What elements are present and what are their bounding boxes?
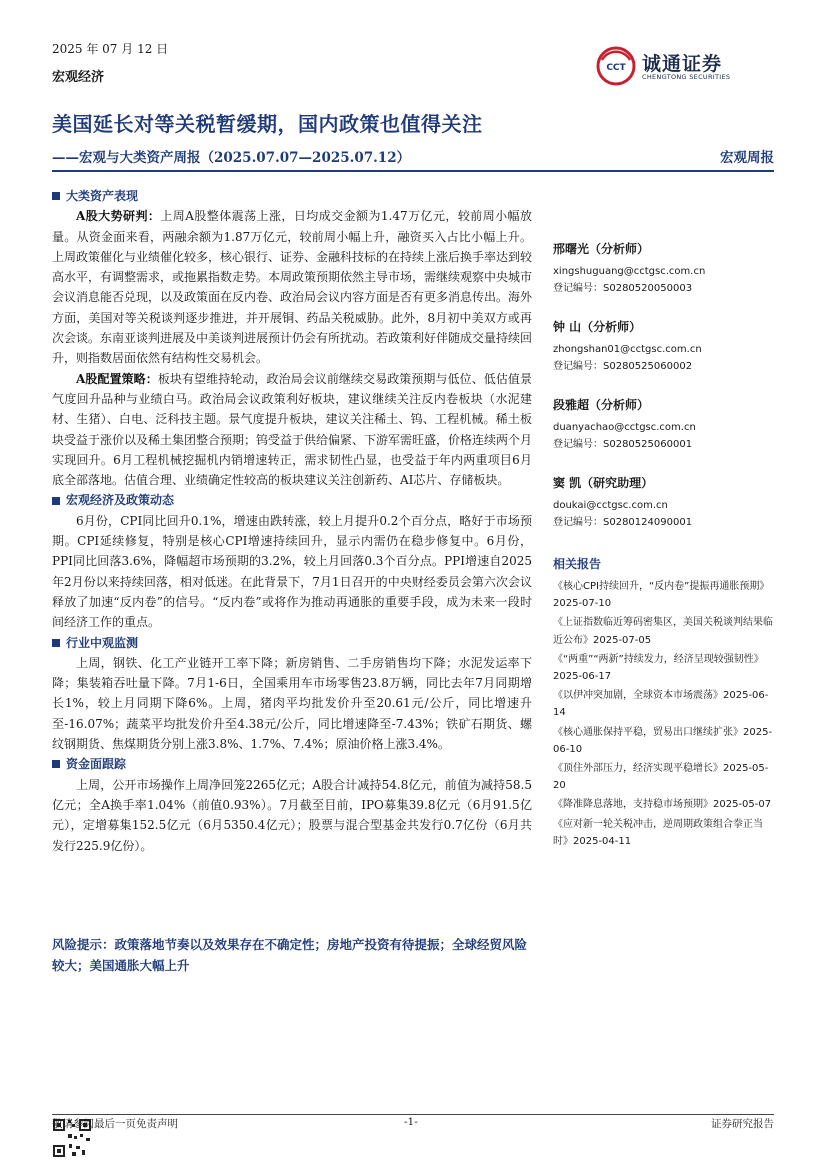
section-industry xyxy=(52,633,532,755)
section-asset xyxy=(52,186,532,490)
section-heading: 大类资产表现 xyxy=(52,186,532,206)
header-divider xyxy=(52,170,774,172)
section-heading: 行业中观监测 xyxy=(52,633,532,653)
related-report-link[interactable]: 《上证指数临近筹码密集区，美国关税谈判结果临近公布》2025-07-05 xyxy=(553,617,773,646)
paragraph: A股大势研判：上周A股整体震荡上涨，日均成交金额为1.47万亿元，较前周小幅放量。从资金面来看，两融余额为1.87万亿元，较前周小幅上升，融资买入占比小幅上升。上周政策催化与业绩催化较多，核心银行、证券、金融科技标的在持续上涨后换手率达到较高水平，有调整需求，或拖累指数走势。本周政策预期依然主导市场，需继续观察中央城市会议消息能否兑现，以及政策面在反内卷、政治局会议内容方面是否有更多消息传出。海外方面，美国对等关税谈判逐步推进，并开展铜、药品关税威胁。此外，8月初中美双方或再次会谈。东南亚谈判进展及中美谈判进展预计仍会有所扰动。若政策利好伴随成交量持续回升，则指数居面依然有结构性交易机会。 xyxy=(52,209,533,366)
related-heading: 相关报告 xyxy=(553,557,602,571)
analyst-name: 钟 山（分析师） xyxy=(553,320,642,334)
section-heading: 宏观经济及政策动态 xyxy=(52,490,532,510)
related-report-link[interactable]: 《顶住外部压力，经济实现平稳增长》2025-05-20 xyxy=(553,763,769,792)
logo-mark-text: CCT xyxy=(606,63,626,73)
analyst-name: 窦 凯（研究助理） xyxy=(553,476,654,490)
analyst-name: 段雅超（分析师） xyxy=(553,398,650,412)
page-number: -1- xyxy=(404,1116,418,1128)
section-macro xyxy=(52,490,532,632)
logo-cn-text: 诚通证券 xyxy=(642,53,723,75)
analyst-card xyxy=(553,240,775,297)
analyst-email[interactable]: xingshuguang@cctgsc.com.cn xyxy=(553,266,706,277)
analyst-reg: 登记编号：S0280520050003 xyxy=(553,283,693,294)
related-report-link[interactable]: 《核心CPI持续回升，“反内卷”提振再通胀预期》2025-07-10 xyxy=(553,581,770,610)
related-report-link[interactable]: 《降准降息落地，支持稳市场预期》2025-05-07 xyxy=(553,799,772,811)
related-reports xyxy=(553,555,775,850)
bullet-icon xyxy=(52,192,60,200)
page-title: 美国延长对等关税暂缓期，国内政策也值得关注 xyxy=(52,112,483,136)
paragraph: A股配置策略：板块有望维持轮动，政治局会议前继续交易政策预期与低位、低估值景气度回升品种与业绩白马。政治局会议政策利好板块，建议继续关注反内卷板块（水泥建材、生猪）、白电、泛科技主题。景气度提升板块，建议关注稀土、钨、工程机械。稀土板块受益于涨价以及稀土集团整合预期；钨受益于供给偏紧、下游军需旺盛，价格连续两个月实现回升。6月工程机械挖掘机内销增速转正，需求韧性凸显，也受益于年内两重项目6月底全部落地。估值合理、业绩确定性较高的板块建议关注创新药、AI芯片、存储板块。 xyxy=(52,371,533,488)
analyst-email[interactable]: zhongshan01@cctgsc.com.cn xyxy=(553,344,702,355)
paragraph: 上周，钢铁、化工产业链开工率下降；新房销售、二手房销售均下降；水泥发运率下降；集装箱吞吐量下降。7月1-6日，全国乘用车市场零售23.8万辆，同比去年7月同期增长1%，较上月同期下降6%。上周，猪肉平均批发价升至20.61元/公斤，同比增速升至-16.07%；蔬菜平均批发价升至4.38元/公斤，同比增速降至-7.43%；铁矿石期货、螺纹钢期货、焦煤期货分别上涨3.8%、1.7%、7.4%；原油价格上涨3.4%。 xyxy=(52,655,532,752)
risk-warning: 风险提示：政策落地节奏以及效果存在不确定性；房地产投资有待提振；全球经贸风险较大；美国通胀大幅上升 xyxy=(52,937,528,973)
analyst-reg: 登记编号：S0280525060002 xyxy=(553,361,693,372)
analyst-email[interactable]: duanyachao@cctgsc.com.cn xyxy=(553,422,696,433)
analyst-email[interactable]: doukai@cctgsc.com.cn xyxy=(553,500,668,511)
report-date: 2025 年 07 月 12 日 xyxy=(52,42,169,56)
logo-en-text: CHENGTONG SECURITIES xyxy=(642,73,731,81)
cct-logo-icon xyxy=(596,46,636,86)
page-subtitle: ——宏观与大类资产周报（2025.07.07—2025.07.12） xyxy=(52,150,411,166)
bullet-icon xyxy=(52,497,60,505)
analyst-card xyxy=(553,318,775,375)
company-logo xyxy=(596,46,776,96)
related-report-link[interactable]: 《以伊冲突加剧，全球资本市场震荡》2025-06-14 xyxy=(553,690,769,719)
sidebar xyxy=(553,240,775,852)
analyst-reg: 登记编号：S0280124090001 xyxy=(553,517,693,528)
paragraph: 上周，公开市场操作上周净回笼2265亿元；A股合计减持54.8亿元，前值为减持58.5亿元；全A换手率1.04%（前值0.93%）。7月截至目前，IPO募集39.8亿元（6月91.5亿元），定增募集152.5亿元（6月5350.4亿元）；股票与混合型基金共发行0.7亿份（6月共发行225.9亿份）。 xyxy=(52,777,532,853)
paragraph: 6月份，CPI同比回升0.1%，增速由跌转涨，较上月提升0.2个百分点，略好于市场预期。CPI延续修复，特别是核心CPI增速持续回升，显示内需仍在稳步修复中。6月份，PPI同比回落3.6%，降幅超市场预期的3.2%，较上月回落0.3个百分点。PPI增速自2025年2月份以来持续回落，相对低迷。在此背景下，7月1日召开的中央财经委员会第六次会议释放了加速“反内卷”的信号。“反内卷”或将作为推动再通胀的重要手段，成为未来一段时间经济工作的重点。 xyxy=(52,513,532,630)
footer-divider xyxy=(52,1114,774,1115)
section-funds xyxy=(52,754,532,855)
analyst-card xyxy=(553,396,775,453)
analyst-card xyxy=(553,474,775,531)
related-report-link[interactable]: 《“两重”“两新”持续发力，经济呈现较强韧性》2025-06-17 xyxy=(553,653,764,683)
related-report-link[interactable]: 《应对新一轮关税冲击，逆周期政策组合拳正当时》2025-04-11 xyxy=(553,818,763,847)
bullet-icon xyxy=(52,639,60,647)
bullet-icon xyxy=(52,760,60,768)
related-report-link[interactable]: 《核心通胀保持平稳，贸易出口继续扩张》2025-06-10 xyxy=(553,726,773,755)
analyst-name: 邢曙光（分析师） xyxy=(553,242,650,256)
analyst-reg: 登记编号：S0280525060001 xyxy=(553,439,693,450)
footer-disclaimer: 敬请参阅最后一页免责声明 xyxy=(52,1118,178,1130)
main-content xyxy=(52,186,532,856)
report-category: 宏观经济 xyxy=(52,70,105,85)
footer-report-label: 证券研究报告 xyxy=(711,1118,774,1130)
report-type: 宏观周报 xyxy=(720,150,774,166)
section-heading: 资金面跟踪 xyxy=(52,754,532,774)
